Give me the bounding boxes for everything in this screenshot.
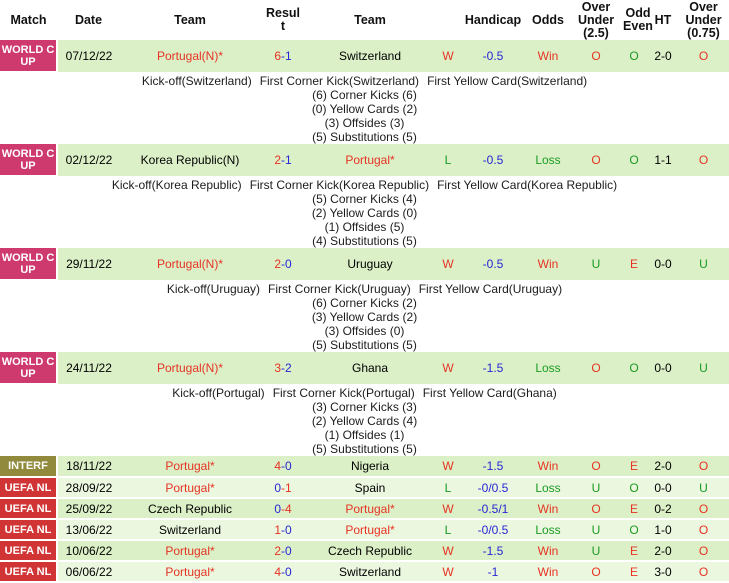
score-separator: - [281, 459, 285, 473]
match-date: 25/09/22 [57, 498, 120, 519]
over-under-2-5: U [572, 540, 620, 561]
home-team: Portugal(N)* [120, 248, 260, 280]
table-header [0, 0, 729, 40]
score-home: 6 [274, 49, 281, 63]
match-score [260, 561, 306, 582]
home-team: Switzerland [120, 519, 260, 540]
stat-line: (3) Yellow Cards (2) [311, 310, 418, 324]
half-time-score: 2-0 [648, 540, 678, 561]
handicap-value: -1 [462, 561, 524, 582]
score-separator: - [281, 153, 285, 167]
home-team: Portugal* [120, 477, 260, 498]
over-under-2-5: O [572, 144, 620, 176]
over-under-0-75: U [678, 477, 729, 498]
score-away: 1 [285, 49, 292, 63]
away-team: Portugal* [306, 144, 434, 176]
half-time-score: 1-1 [648, 144, 678, 176]
stat-line: (3) Offsides (0) [324, 324, 405, 338]
competition-badge [0, 540, 57, 561]
column-header-odd-even-label: Odd Even [623, 6, 653, 33]
away-team: Nigeria [306, 456, 434, 477]
stats-header: First Corner Kick(Portugal) [272, 386, 415, 400]
score-away: 0 [285, 459, 292, 473]
away-team: Ghana [306, 352, 434, 384]
score-separator: - [281, 361, 285, 375]
match-score [260, 144, 306, 176]
over-under-0-75: O [678, 540, 729, 561]
handicap-value: -1.5 [462, 456, 524, 477]
over-under-0-75: O [678, 561, 729, 582]
match-row [0, 352, 729, 384]
match-score [260, 540, 306, 561]
competition-badge [0, 498, 57, 519]
odd-even: E [620, 561, 648, 582]
over-under-2-5: O [572, 352, 620, 384]
column-header-over-under-2-5-label: Over Under (2.5) [577, 0, 615, 40]
match-stats-row [0, 72, 729, 144]
match-row [0, 519, 729, 540]
over-under-0-75: O [678, 456, 729, 477]
home-team: Korea Republic(N) [120, 144, 260, 176]
handicap-value: -0.5 [462, 40, 524, 72]
stat-line: (2) Yellow Cards (0) [311, 206, 418, 220]
odd-even: O [620, 144, 648, 176]
stats-header: First Yellow Card(Uruguay) [418, 282, 563, 296]
match-score [260, 477, 306, 498]
competition-badge [0, 248, 57, 280]
over-under-0-75: U [678, 248, 729, 280]
win-loss: W [434, 561, 462, 582]
odds-result: Win [524, 456, 572, 477]
stats-header: Kick-off(Portugal) [172, 386, 265, 400]
competition-badge [0, 519, 57, 540]
score-separator: - [281, 257, 285, 271]
match-date: 13/06/22 [57, 519, 120, 540]
odd-even: O [620, 477, 648, 498]
competition-badge [0, 144, 57, 176]
handicap-value: -0.5 [462, 144, 524, 176]
half-time-score: 3-0 [648, 561, 678, 582]
win-loss: W [434, 540, 462, 561]
over-under-2-5: O [572, 456, 620, 477]
match-stats [0, 280, 729, 352]
stats-header: Kick-off(Switzerland) [141, 74, 252, 88]
stat-line: (5) Substitutions (5) [312, 338, 417, 352]
match-row [0, 248, 729, 280]
away-team: Switzerland [306, 40, 434, 72]
away-team: Czech Republic [306, 540, 434, 561]
away-team: Spain [306, 477, 434, 498]
win-loss: W [434, 248, 462, 280]
competition-badge [0, 456, 57, 477]
match-stats [0, 384, 729, 456]
match-row [0, 456, 729, 477]
away-team: Uruguay [306, 248, 434, 280]
match-score [260, 498, 306, 519]
odds-result: Win [524, 248, 572, 280]
match-row [0, 144, 729, 176]
score-away: 4 [285, 501, 292, 516]
match-score [260, 248, 306, 280]
over-under-0-75: O [678, 498, 729, 519]
competition-badge-label: UEFA NL [4, 565, 52, 578]
half-time-score: 2-0 [648, 456, 678, 477]
stats-header: Kick-off(Korea Republic) [111, 178, 242, 192]
match-row [0, 40, 729, 72]
odd-even: O [620, 519, 648, 540]
odd-even: E [620, 456, 648, 477]
score-separator: - [281, 564, 285, 579]
column-header-match: Match [0, 0, 57, 40]
match-score [260, 519, 306, 540]
home-team: Portugal(N)* [120, 352, 260, 384]
score-home: 4 [274, 459, 281, 473]
competition-badge [0, 477, 57, 498]
away-team: Portugal* [306, 498, 434, 519]
score-away: 0 [285, 257, 292, 271]
match-stats [0, 72, 729, 144]
stat-line: (4) Substitutions (5) [312, 234, 417, 248]
column-header-ht: HT [648, 0, 678, 40]
over-under-0-75: O [678, 519, 729, 540]
stat-line: (3) Offsides (3) [324, 116, 405, 130]
stats-header: Kick-off(Uruguay) [166, 282, 261, 296]
match-date: 18/11/22 [57, 456, 120, 477]
away-team: Portugal* [306, 519, 434, 540]
column-header-team1: Team [120, 0, 260, 40]
stats-header: First Corner Kick(Uruguay) [268, 282, 411, 296]
score-home: 0 [274, 501, 281, 516]
score-home: 0 [274, 480, 281, 495]
odds-result: Win [524, 40, 572, 72]
home-team: Portugal* [120, 456, 260, 477]
odd-even: O [620, 40, 648, 72]
match-score [260, 456, 306, 477]
score-home: 3 [274, 361, 281, 375]
half-time-score: 0-2 [648, 498, 678, 519]
over-under-2-5: O [572, 561, 620, 582]
score-home: 2 [274, 257, 281, 271]
home-team: Czech Republic [120, 498, 260, 519]
column-header-handicap: Handicap [462, 0, 524, 40]
competition-badge-label: WORLD CUP [1, 355, 55, 380]
score-home: 2 [274, 153, 281, 167]
match-stats-row [0, 280, 729, 352]
over-under-2-5: O [572, 498, 620, 519]
match-stats-row [0, 176, 729, 248]
home-team: Portugal* [120, 540, 260, 561]
score-away: 1 [285, 480, 292, 495]
match-row [0, 477, 729, 498]
over-under-2-5: O [572, 40, 620, 72]
competition-badge-label: UEFA NL [4, 523, 52, 536]
home-team: Portugal(N)* [120, 40, 260, 72]
win-loss: W [434, 40, 462, 72]
home-team: Portugal* [120, 561, 260, 582]
score-away: 0 [285, 543, 292, 558]
half-time-score: 0-0 [648, 248, 678, 280]
half-time-score: 2-0 [648, 40, 678, 72]
match-date: 28/09/22 [57, 477, 120, 498]
over-under-2-5: U [572, 248, 620, 280]
column-header-result-label: Result [265, 6, 301, 33]
over-under-2-5: U [572, 519, 620, 540]
score-separator: - [281, 543, 285, 558]
score-separator: - [281, 49, 285, 63]
match-score [260, 40, 306, 72]
win-loss: L [434, 477, 462, 498]
odds-result: Win [524, 540, 572, 561]
competition-badge-label: WORLD CUP [1, 251, 55, 276]
match-date: 10/06/22 [57, 540, 120, 561]
score-away: 2 [285, 361, 292, 375]
away-team: Switzerland [306, 561, 434, 582]
half-time-score: 0-0 [648, 352, 678, 384]
match-stats-row [0, 384, 729, 456]
match-date: 06/06/22 [57, 561, 120, 582]
match-date: 07/12/22 [57, 40, 120, 72]
stats-headers [0, 386, 729, 400]
odd-even: O [620, 352, 648, 384]
odds-result: Loss [524, 352, 572, 384]
stat-line: (2) Yellow Cards (4) [311, 414, 418, 428]
odds-result: Loss [524, 519, 572, 540]
score-home: 1 [274, 522, 281, 537]
over-under-0-75: U [678, 352, 729, 384]
stats-headers [0, 74, 729, 88]
stat-line: (6) Corner Kicks (2) [312, 296, 417, 310]
handicap-value: -0/0.5 [462, 519, 524, 540]
stat-line: (3) Corner Kicks (3) [312, 400, 417, 414]
competition-badge-label: UEFA NL [4, 502, 52, 515]
win-loss: L [434, 519, 462, 540]
column-header-team2: Team [306, 0, 434, 40]
score-separator: - [281, 501, 285, 516]
odds-result: Win [524, 561, 572, 582]
match-date: 02/12/22 [57, 144, 120, 176]
stat-line: (5) Substitutions (5) [312, 130, 417, 144]
handicap-value: -0/0.5 [462, 477, 524, 498]
column-header-odd-even [620, 0, 653, 40]
score-home: 4 [274, 564, 281, 579]
win-loss: W [434, 456, 462, 477]
match-row [0, 498, 729, 519]
handicap-value: -0.5 [462, 248, 524, 280]
competition-badge-label: WORLD CUP [1, 147, 55, 172]
odds-result: Loss [524, 144, 572, 176]
over-under-0-75: O [678, 144, 729, 176]
stat-line: (5) Substitutions (5) [312, 442, 417, 456]
over-under-2-5: U [572, 477, 620, 498]
score-away: 0 [285, 522, 292, 537]
odd-even: E [620, 540, 648, 561]
match-stats [0, 176, 729, 248]
win-loss: W [434, 352, 462, 384]
score-away: 0 [285, 564, 292, 579]
column-header-date: Date [57, 0, 120, 40]
header-row [0, 0, 729, 40]
stat-line: (1) Offsides (1) [324, 428, 405, 442]
stats-header: First Yellow Card(Switzerland) [427, 74, 588, 88]
stat-line: (0) Yellow Cards (2) [311, 102, 418, 116]
stats-headers [0, 178, 729, 192]
score-separator: - [281, 480, 285, 495]
column-header-over-under-0-75-label: Over Under (0.75) [685, 0, 722, 40]
odds-result: Loss [524, 477, 572, 498]
half-time-score: 0-0 [648, 477, 678, 498]
stat-line: (5) Corner Kicks (4) [312, 192, 417, 206]
handicap-value: -0.5/1 [462, 498, 524, 519]
half-time-score: 1-0 [648, 519, 678, 540]
match-row [0, 540, 729, 561]
match-score [260, 352, 306, 384]
score-away: 1 [285, 153, 292, 167]
competition-badge [0, 561, 57, 582]
match-date: 29/11/22 [57, 248, 120, 280]
match-date: 24/11/22 [57, 352, 120, 384]
score-separator: - [281, 522, 285, 537]
competition-badge-label: INTERF [8, 460, 48, 472]
stat-line: (6) Corner Kicks (6) [312, 88, 417, 102]
column-header-over-under-0-75 [678, 0, 729, 40]
column-header-odds: Odds [524, 0, 572, 40]
column-header-wl [434, 0, 462, 40]
odd-even: E [620, 248, 648, 280]
competition-badge [0, 40, 57, 72]
odd-even: E [620, 498, 648, 519]
score-home: 2 [274, 543, 281, 558]
stats-header: First Corner Kick(Korea Republic) [249, 178, 430, 192]
column-header-result [260, 0, 306, 40]
win-loss: W [434, 498, 462, 519]
competition-badge-label: WORLD CUP [1, 43, 55, 68]
competition-badge-label: UEFA NL [4, 544, 52, 557]
stats-header: First Yellow Card(Korea Republic) [437, 178, 618, 192]
competition-badge [0, 352, 57, 384]
stat-line: (1) Offsides (5) [324, 220, 405, 234]
handicap-value: -1.5 [462, 352, 524, 384]
stats-headers [0, 282, 729, 296]
handicap-value: -1.5 [462, 540, 524, 561]
stats-header: First Yellow Card(Ghana) [422, 386, 557, 400]
column-header-over-under-2-5 [572, 0, 620, 40]
competition-badge-label: UEFA NL [4, 481, 52, 494]
stats-header: First Corner Kick(Switzerland) [259, 74, 420, 88]
win-loss: L [434, 144, 462, 176]
over-under-0-75: O [678, 40, 729, 72]
match-row [0, 561, 729, 582]
matches-table-body [0, 40, 729, 582]
odds-result: Win [524, 498, 572, 519]
